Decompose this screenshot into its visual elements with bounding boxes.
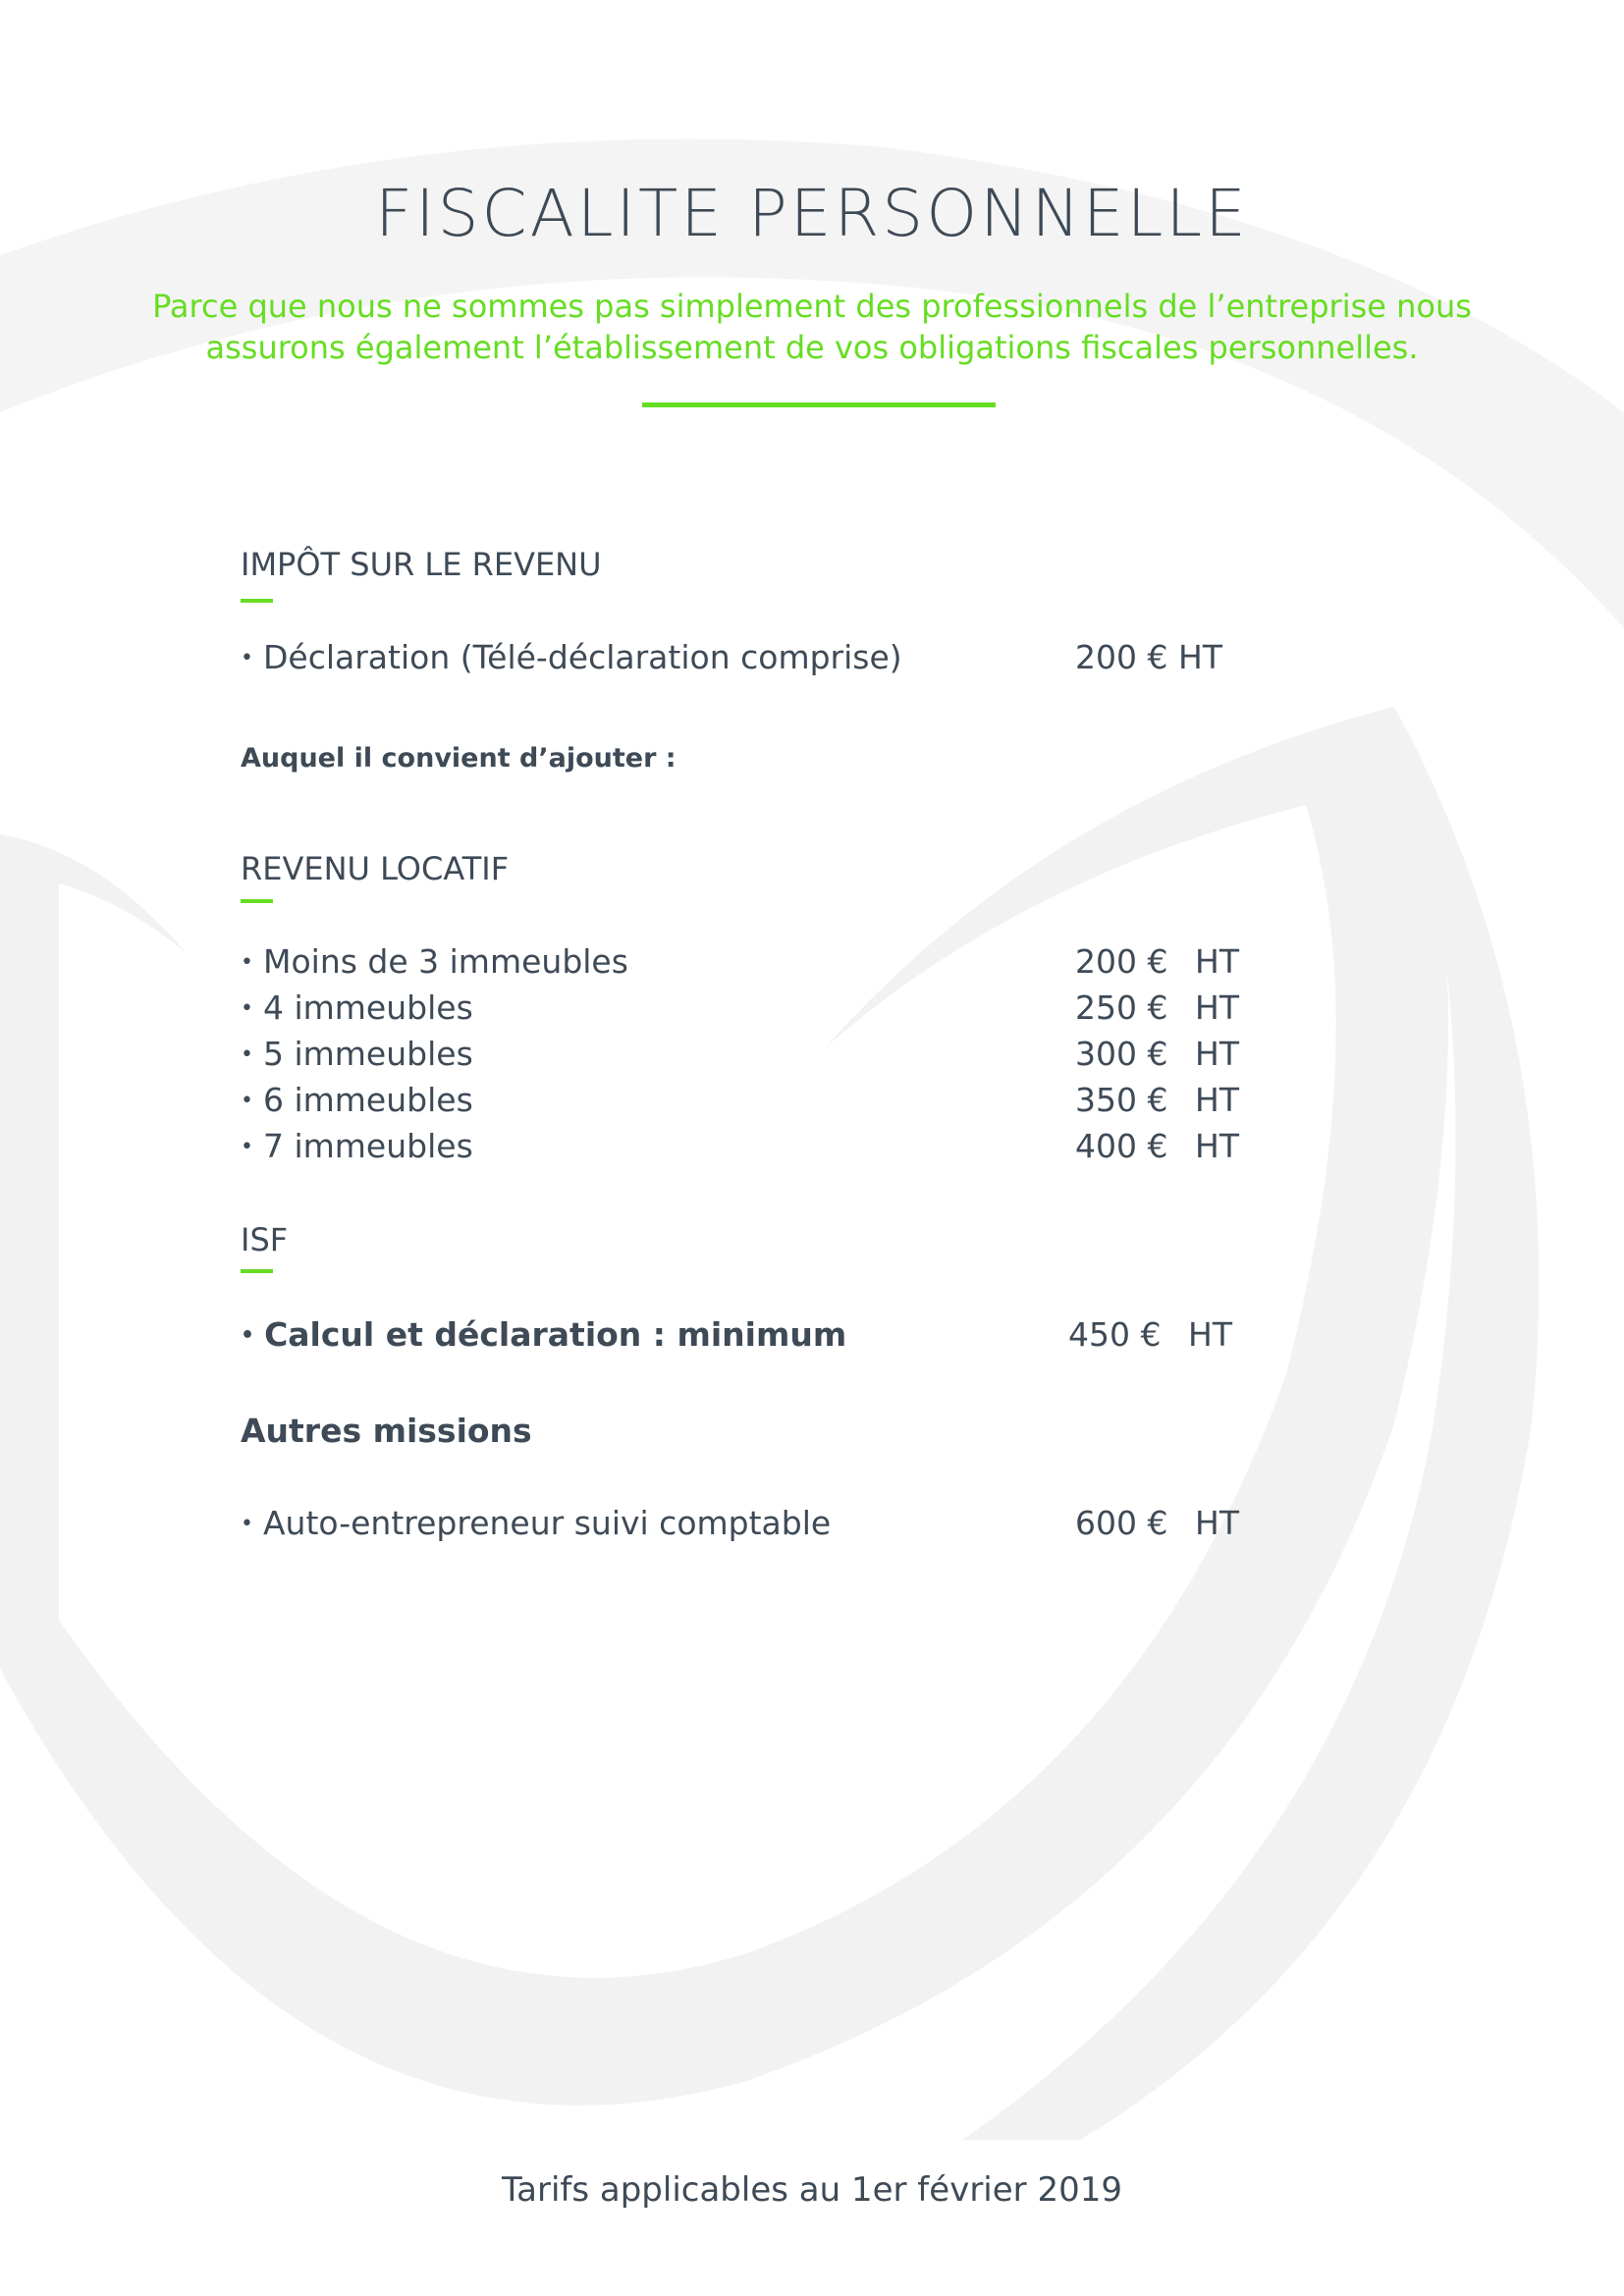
price-row-text: 5 immeubles — [262, 1035, 473, 1073]
bullet: • — [241, 1135, 253, 1159]
price-row-label — [241, 940, 628, 988]
price-unit: HT — [1195, 1081, 1239, 1119]
section-title-impot: IMPÔT SUR LE REVENU — [241, 546, 602, 583]
price-unit: HT — [1195, 1127, 1239, 1165]
bullet: • — [241, 950, 253, 975]
price-amount: 450 € — [1068, 1315, 1162, 1354]
intro-text — [125, 286, 1499, 368]
price-row-text: Auto-entrepreneur suivi comptable — [262, 1504, 832, 1542]
price-row — [241, 987, 1262, 1030]
price-unit: HT — [1188, 1315, 1232, 1354]
price-unit: HT — [1195, 1504, 1239, 1542]
price-row-label — [241, 1033, 473, 1081]
price-row-label — [241, 636, 902, 684]
price-amount: 350 € — [1075, 1081, 1168, 1119]
price-unit: HT — [1195, 988, 1239, 1027]
price-row — [241, 1125, 1262, 1168]
section-underline-impot — [241, 599, 273, 603]
section-underline-locatif — [241, 899, 273, 903]
price-row — [241, 1313, 1262, 1357]
price-row-label — [241, 1313, 846, 1362]
price-row-label — [241, 1125, 473, 1173]
bullet: • — [241, 1042, 253, 1067]
footer-text: Tarifs applicables au 1er février 2019 — [502, 2170, 1122, 2210]
section-title-isf: ISF — [241, 1221, 289, 1258]
price-amount: 200 € — [1075, 638, 1168, 676]
price-row-text: 4 immeubles — [262, 988, 473, 1027]
bullet: • — [241, 1323, 255, 1348]
bullet: • — [241, 1089, 253, 1113]
price-row-text: 7 immeubles — [262, 1127, 473, 1165]
bullet: • — [241, 996, 253, 1021]
bullet: • — [241, 1512, 253, 1536]
price-row-text: Moins de 3 immeubles — [262, 942, 628, 981]
price-unit: HT — [1195, 942, 1239, 981]
price-unit: HT — [1195, 1035, 1239, 1073]
price-row — [241, 636, 1262, 679]
price-row-label — [241, 1502, 831, 1550]
section-title-autres: Autres missions — [241, 1412, 532, 1450]
price-row — [241, 940, 1262, 984]
price-row-label — [241, 1079, 473, 1127]
section-title-locatif: REVENU LOCATIF — [241, 850, 510, 887]
price-row — [241, 1502, 1262, 1545]
intro-line-2: assurons également l’établissement de vos obligations fiscales personnelles. — [205, 329, 1419, 366]
intro-divider — [642, 402, 996, 407]
price-amount: 250 € — [1075, 988, 1168, 1027]
intro-line-1: Parce que nous ne sommes pas simplement des professionnels de l’entreprise nous — [152, 288, 1472, 325]
price-row-text: Déclaration (Télé-déclaration comprise) — [262, 638, 902, 676]
page-title: FISCALITE PERSONNELLE — [375, 176, 1249, 251]
price-amount: 200 € — [1075, 942, 1168, 981]
price-row-text: Calcul et déclaration : minimum — [264, 1315, 847, 1354]
price-row-label — [241, 987, 473, 1035]
price-amount: 400 € — [1075, 1127, 1168, 1165]
price-unit: HT — [1178, 638, 1222, 676]
price-row-text: 6 immeubles — [262, 1081, 473, 1119]
price-row — [241, 1033, 1262, 1076]
section-underline-isf — [241, 1269, 273, 1273]
price-row — [241, 1079, 1262, 1122]
price-amount: 600 € — [1075, 1504, 1168, 1542]
bullet: • — [241, 646, 253, 670]
note-text: Auquel il convient d’ajouter : — [241, 743, 677, 774]
price-amount: 300 € — [1075, 1035, 1168, 1073]
